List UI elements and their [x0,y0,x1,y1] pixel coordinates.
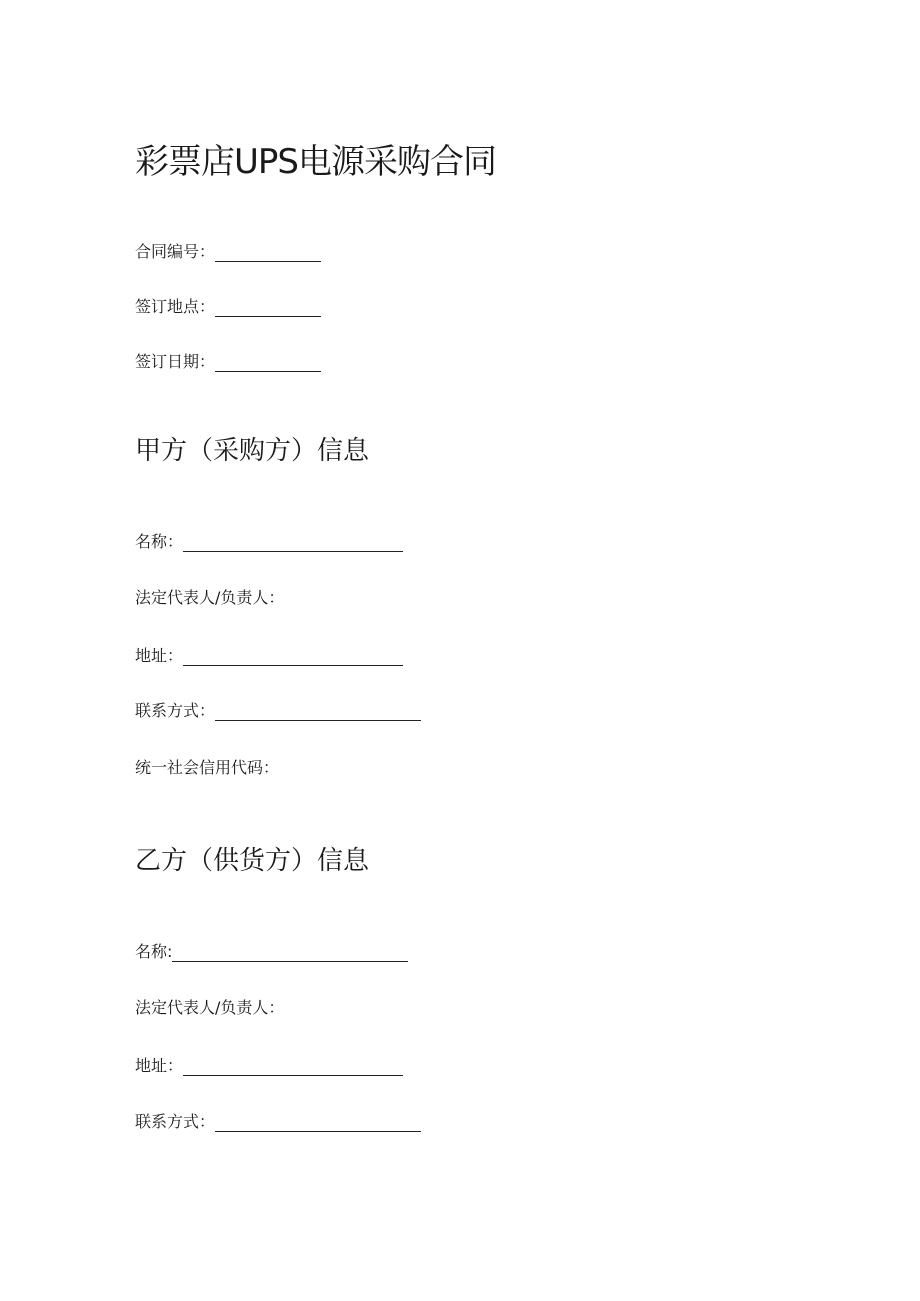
party-a-contact-label: 联系方式： [135,701,216,720]
party-a-address-label: 地址： [135,646,184,665]
party-a-rep-field [135,584,284,608]
party-b-name-field [135,938,408,962]
sign-place-label: 签订地点： [135,297,216,316]
party-b-contact-label: 联系方式： [135,1112,216,1131]
party-a-credit-code-label: 统一社会信用代码： [135,758,280,777]
contract-number-blank [215,243,321,262]
party-a-name-label: 名称： [135,532,184,551]
party-a-heading: 甲方（采购方）信息 [135,436,370,466]
party-b-contact-field [135,1108,421,1132]
party-a-contact-field [135,697,421,721]
party-a-address-blank [183,647,403,666]
party-b-contact-blank [215,1113,421,1132]
party-b-address-label: 地址： [135,1056,184,1075]
party-b-address-blank [183,1057,403,1076]
party-b-heading: 乙方（供货方）信息 [135,846,370,876]
party-a-contact-blank [215,702,421,721]
contract-number-label: 合同编号： [135,242,216,261]
party-b-name-label: 名称: [135,942,173,961]
sign-place-blank [215,298,321,317]
party-a-address-field [135,642,403,666]
party-b-name-blank [172,943,408,962]
party-b-address-field [135,1052,403,1076]
contract-number-field [135,238,321,262]
sign-date-label: 签订日期： [135,352,216,371]
party-b-rep-label: 法定代表人/负责人： [135,998,285,1017]
party-a-name-field [135,528,403,552]
sign-place-field [135,293,321,317]
sign-date-blank [215,353,321,372]
party-a-rep-label: 法定代表人/负责人： [135,588,285,607]
party-b-rep-field [135,994,284,1018]
document-title: 彩票店UPS电源采购合同 [135,142,496,182]
party-a-name-blank [183,533,403,552]
sign-date-field [135,348,321,372]
party-a-credit-code-field [135,754,279,778]
